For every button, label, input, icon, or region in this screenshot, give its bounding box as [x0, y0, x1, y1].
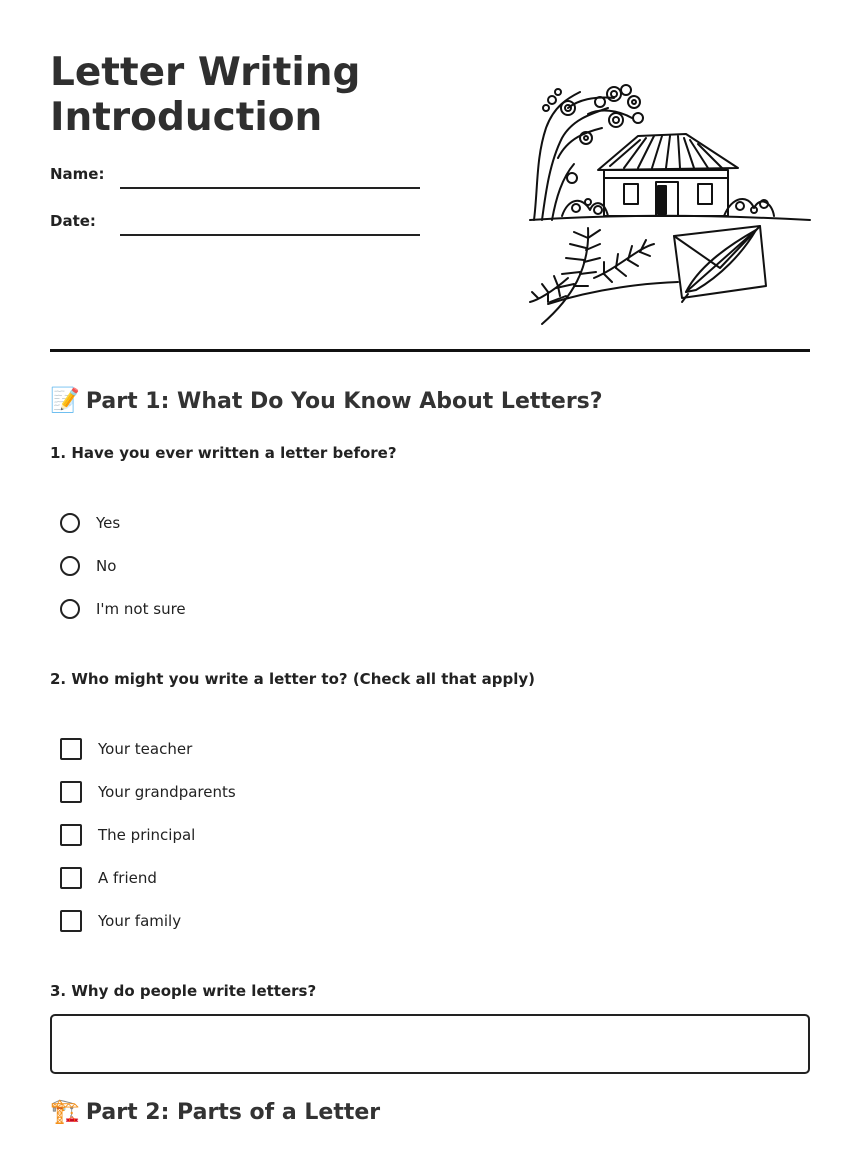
radio-button[interactable] [60, 599, 80, 619]
checkbox[interactable] [60, 867, 82, 889]
checkbox-label: Your teacher [98, 740, 193, 758]
checkbox-option-principal[interactable] [60, 822, 195, 848]
construction-crane-icon: 🏗️ [50, 1097, 80, 1125]
checkbox[interactable] [60, 910, 82, 932]
radio-button[interactable] [60, 513, 80, 533]
checkbox[interactable] [60, 824, 82, 846]
part1-title-text: Part 1: What Do You Know About Letters? [85, 389, 603, 414]
name-label: Name: [50, 165, 105, 183]
checkbox-option-grandparents[interactable] [60, 779, 236, 805]
checkbox[interactable] [60, 781, 82, 803]
question-2: 2. Who might you write a letter to? (Check all that apply) [50, 670, 535, 688]
checkbox-option-family[interactable] [60, 908, 181, 934]
radio-label: Yes [96, 514, 121, 532]
checkbox[interactable] [60, 738, 82, 760]
checkbox-label: The principal [98, 826, 196, 844]
title-line-1: Letter Writing [50, 50, 361, 95]
answer-textbox[interactable] [50, 1014, 810, 1074]
house-tree-letter-illustration [528, 78, 812, 332]
date-field[interactable] [120, 234, 420, 236]
page-title [50, 50, 470, 140]
radio-button[interactable] [60, 556, 80, 576]
question-1: 1. Have you ever written a letter before? [50, 444, 397, 462]
checkbox-label: A friend [98, 869, 157, 887]
radio-label: I'm not sure [96, 600, 186, 618]
date-label: Date: [50, 212, 96, 230]
radio-option-yes[interactable] [60, 510, 120, 536]
checkbox-label: Your grandparents [98, 783, 236, 801]
part2-title [50, 1097, 380, 1125]
title-line-2: Introduction [50, 95, 323, 140]
radio-option-not-sure[interactable] [60, 596, 186, 622]
radio-option-no[interactable] [60, 553, 116, 579]
question-3: 3. Why do people write letters? [50, 982, 317, 1000]
header-divider [50, 349, 810, 352]
radio-label: No [96, 557, 117, 575]
memo-icon: 📝 [50, 386, 80, 414]
part2-title-text: Part 2: Parts of a Letter [85, 1100, 381, 1125]
checkbox-label: Your family [98, 912, 182, 930]
checkbox-option-friend[interactable] [60, 865, 157, 891]
name-field[interactable] [120, 187, 420, 189]
part1-title [50, 386, 603, 414]
checkbox-option-teacher[interactable] [60, 736, 192, 762]
